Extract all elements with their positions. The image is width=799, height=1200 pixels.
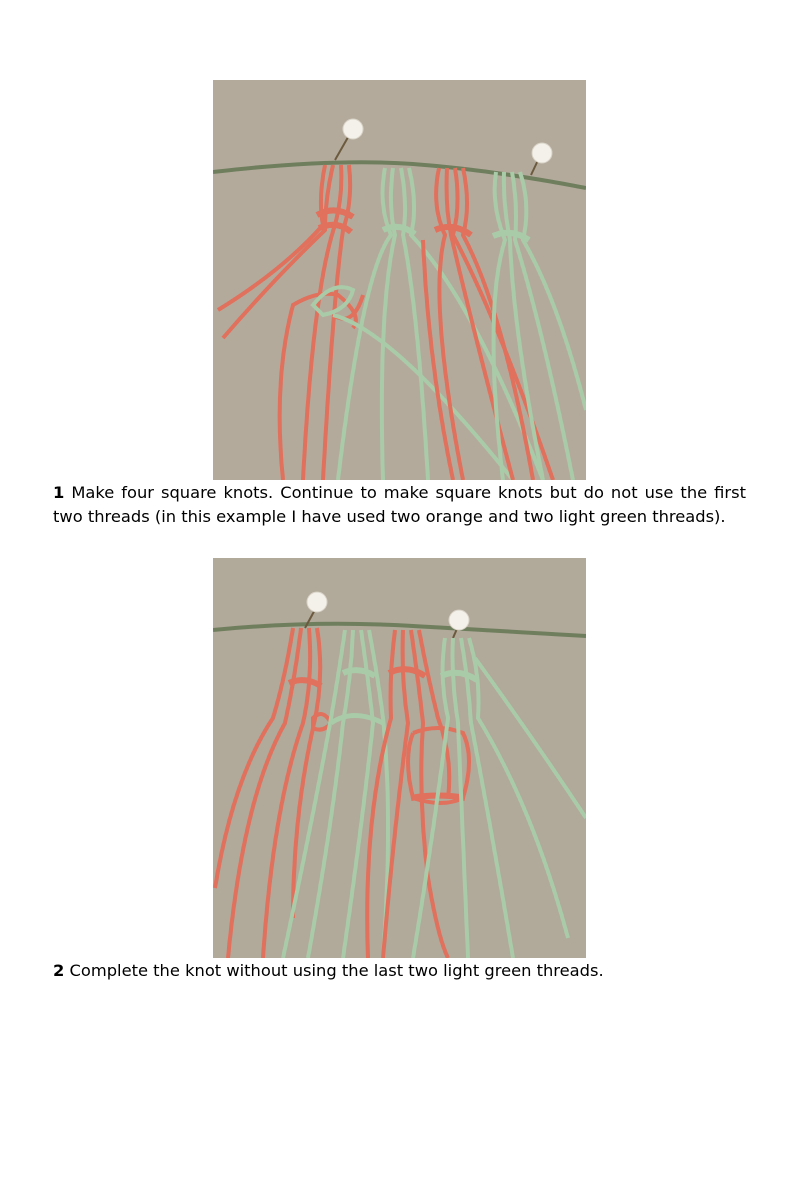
macrame-photo-step-2 [213, 558, 586, 958]
step-2-caption [53, 959, 746, 983]
step-1-text: Make four square knots. Continue to make square knots but do not use the first two threads (in this example I have used two orange and two light green threads). [53, 483, 746, 526]
step-2-number: 2 [53, 961, 65, 980]
step-2-text: Complete the knot without using the last two light green threads. [69, 961, 604, 980]
step-1-caption [53, 481, 746, 529]
macrame-photo-step-1 [213, 80, 586, 480]
step-1-number: 1 [53, 483, 65, 502]
